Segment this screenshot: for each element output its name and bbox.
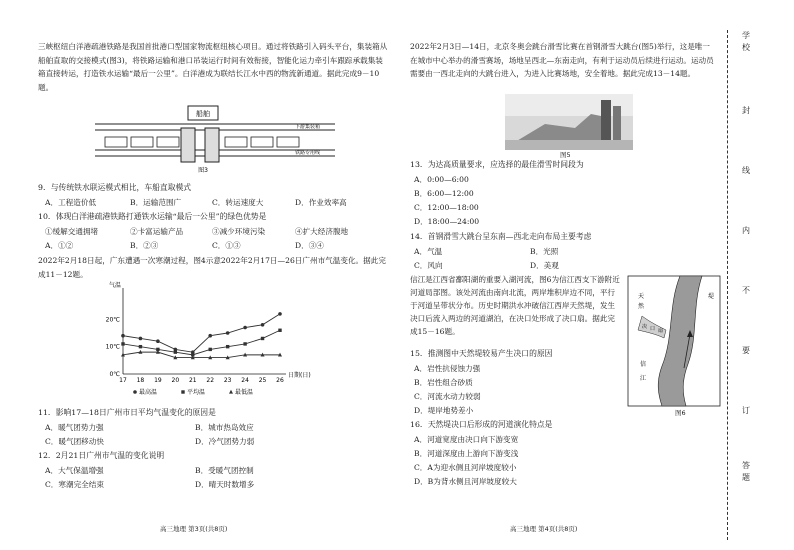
q11-option-b[interactable]: B．城市热岛效应 (195, 423, 254, 432)
q11-option-a[interactable]: A．暖气团势力强 (45, 423, 104, 432)
x-tick-label: 26 (276, 377, 284, 384)
q12-option-d[interactable]: D．晴天时数增多 (195, 480, 255, 489)
question-13: 13．为达高质量要求，应选择的最佳滑雪时间段为 (410, 160, 584, 169)
legend-label: 最高温 (139, 389, 158, 396)
question-12: 12．2月21日广州市气温的变化说明 (38, 451, 165, 460)
q10-item-1: ①缓解交通拥堵 (45, 227, 99, 236)
fig3-label-a: 下游集装箱 (295, 124, 321, 130)
data-point (156, 339, 160, 343)
x-tick-label: 22 (206, 377, 215, 384)
q10-option-a[interactable]: A．①② (45, 241, 74, 250)
side-char: 订 (742, 406, 750, 415)
side-char: 内 (742, 226, 750, 235)
left-intro-2: 2022年2月18日起，广东遭遇一次寒潮过程，图4示意2022年2月17日—26日广州市气温变化。据此完成11－12题。 (38, 256, 386, 279)
data-point (139, 345, 142, 348)
side-char: 学 (742, 31, 750, 40)
legend-marker (133, 390, 137, 394)
data-point (226, 331, 230, 335)
q16-option-a[interactable]: A．河道宽度由决口向下游变宽 (414, 435, 519, 444)
data-point (261, 323, 265, 327)
series-line-0 (123, 314, 280, 352)
x-tick-label: 24 (241, 377, 249, 384)
right-intro-2: 信江是江西省鄱阳湖的重要入湖河流，图6为信江西支下游附近河道局部图。该处河流由南向北流，两岸堆积岸边不同，平行于河道呈带状分布。历史时期洪水冲破信江西岸天然堤，发生决口后流入两边的河道湖泊，在决口处形成了决口扇。据此完成15－16题。 (410, 275, 620, 336)
q16-option-d[interactable]: D．B为背水侧且河岸坡度较大 (414, 477, 517, 486)
q13-option-a[interactable]: A．0:00—6:00 (414, 175, 469, 184)
fig3-label-b: 铁路专用线 (295, 150, 321, 156)
fig6-label-d: 决 (642, 324, 648, 330)
q14-option-b[interactable]: B．光照 (530, 247, 559, 256)
left-intro-1: 三峡枢纽白洋港疏港铁路是我国首批港口型国家物流枢纽核心项目。通过将铁路引入码头平台，集装箱从船舶直取的交接模式(图3)，将铁路运输和港口吊装运行时间有效衔接，智能化运力牵引车跟踪承载集装箱直接转运，打造铁水运输“最后一公里”。白洋港成为联结长江水中西的物流新通道。据此完成9－10题。 (38, 42, 388, 92)
data-point (261, 337, 264, 340)
data-point (243, 326, 247, 330)
q9-option-d[interactable]: D．作业效率高 (295, 198, 347, 207)
series-line-2 (123, 352, 280, 357)
legend-label: 最低温 (235, 389, 254, 396)
x-tick-label: 18 (136, 377, 145, 384)
data-point (208, 334, 212, 338)
q15-option-a[interactable]: A．岩性抗侵蚀力强 (414, 364, 481, 373)
q10-option-d[interactable]: D．③④ (295, 241, 324, 250)
q12-option-a[interactable]: A．大气保温增强 (45, 466, 104, 475)
q9-option-b[interactable]: B．运输范围广 (130, 198, 182, 207)
q15-option-c[interactable]: C．河流水动力较弱 (414, 392, 481, 401)
fig6-label-g: 信 (640, 361, 647, 368)
figure-6-caption: 图6 (675, 409, 686, 417)
q13-option-b[interactable]: B．6:00—12:00 (414, 189, 474, 198)
x-tick-label: 25 (258, 377, 267, 384)
data-point (226, 345, 229, 348)
fig6-label-b: 然 (638, 303, 645, 310)
q14-option-d[interactable]: D．美观 (530, 261, 559, 270)
x-tick-label: 23 (223, 377, 232, 384)
right-page-footer: 高三地理 第4页(共8页) (510, 525, 578, 533)
data-point (121, 342, 124, 345)
y-tick-label: 0℃ (109, 371, 120, 378)
q10-item-4: ④扩大经济腹地 (295, 227, 349, 236)
legend-label: 平均温 (187, 389, 206, 396)
question-16: 16．天然堤决口后形成的河道演化特点是 (410, 420, 553, 429)
data-point (209, 348, 212, 351)
data-point (121, 334, 125, 338)
fig3-ship-label: 船舶 (196, 110, 210, 118)
q9-option-c[interactable]: C．转运速度大 (212, 198, 264, 207)
binding-margin-text (737, 30, 755, 540)
x-tick-label: 21 (188, 377, 197, 384)
x-tick-label: 20 (171, 377, 180, 384)
q10-option-b[interactable]: B．②③ (130, 241, 159, 250)
data-point (278, 312, 282, 316)
series-line-1 (123, 330, 280, 355)
data-point (174, 350, 177, 353)
q12-option-b[interactable]: B．受暖气团控制 (195, 466, 254, 475)
question-10: 10．体现白洋港疏港铁路打通铁水运输“最后一公里”的绿色优势是 (38, 212, 267, 221)
right-page (400, 0, 720, 550)
fig3-caption: 图3 (198, 167, 208, 174)
figure-5-photo (505, 94, 633, 150)
legend-marker (181, 390, 184, 393)
side-char: 要 (742, 346, 750, 355)
question-9: 9．与传统铁水联运模式相比，车船直取模式 (38, 183, 192, 192)
q10-option-c[interactable]: C．①③ (212, 241, 241, 250)
q12-option-c[interactable]: C．寒潮完全结束 (45, 480, 104, 489)
y-axis-label: 气温 (108, 282, 121, 289)
q9-option-a[interactable]: A．工程造价低 (45, 198, 97, 207)
data-point (139, 337, 143, 341)
figure-4-temperature-chart (95, 282, 311, 402)
q16-option-b[interactable]: B．河道深度由上游向下游变浅 (414, 449, 519, 458)
q16-option-c[interactable]: C．A为迎水侧且河岸坡度较小 (414, 463, 517, 472)
x-tick-label: 19 (154, 377, 162, 384)
q15-option-d[interactable]: D．堤岸地势差小 (414, 406, 474, 415)
q11-option-c[interactable]: C．暖气团移动快 (45, 437, 104, 446)
x-tick-label: 17 (119, 377, 127, 384)
fig6-label-h: 江 (640, 375, 647, 382)
side-char: 题 (742, 473, 750, 482)
figure-6-river-map (628, 276, 720, 406)
q13-option-c[interactable]: C．12:00—18:00 (414, 203, 479, 212)
legend-marker (229, 390, 233, 394)
q15-option-b[interactable]: B．岩性组合砂质 (414, 378, 473, 387)
binding-dashed-line (727, 30, 729, 540)
figure-3-diagram (95, 104, 335, 174)
fig6-label-a: 天 (638, 293, 645, 300)
left-page-footer: 高三地理 第3页(共8页) (160, 525, 228, 533)
question-14: 14．首钢滑雪大跳台呈东南—西北走向布局主要考虑 (410, 232, 592, 241)
side-char: 校 (742, 43, 750, 52)
q10-item-2: ②卡富运输产品 (130, 227, 184, 236)
q11-option-d[interactable]: D．冷气团势力弱 (195, 437, 255, 446)
data-point (278, 329, 281, 332)
fig6-label-e: 口 (650, 326, 656, 332)
right-intro-1: 2022年2月3日—14日，北京冬奥会跳台滑雪比赛在首钢滑雪大跳台(图5)举行，这是唯一在城市中心举办的滑雪赛场，场地呈西北—东南走向，有利于运动员后续进行运动。运动员需要由一西北走向的大跳台进入，为进入比赛场地，安全着地。据此完成13－14题。 (410, 42, 714, 78)
side-char: 线 (742, 166, 750, 175)
q13-option-d[interactable]: D．18:00—24:00 (414, 217, 480, 226)
side-char: 不 (742, 286, 750, 295)
figure-5-caption: 图5 (560, 151, 571, 159)
y-tick-label: 10℃ (105, 343, 120, 351)
side-char: 答 (742, 461, 750, 470)
side-char: 封 (742, 106, 750, 115)
fig6-label-c: 堤 (708, 293, 715, 300)
data-point (243, 342, 246, 345)
q10-item-3: ③减少环境污染 (212, 227, 266, 236)
question-15: 15．推测图中天然堤较易产生决口的原因 (410, 349, 553, 358)
fig6-label-f: 扇 (658, 328, 664, 334)
q14-option-a[interactable]: A．气温 (414, 247, 443, 256)
y-tick-label: 20℃ (105, 316, 120, 324)
question-11: 11．影响17—18日广州市日平均气温变化的原因是 (38, 408, 216, 417)
q14-option-c[interactable]: C．风向 (414, 261, 443, 270)
x-axis-label: 日期(日) (288, 372, 311, 379)
